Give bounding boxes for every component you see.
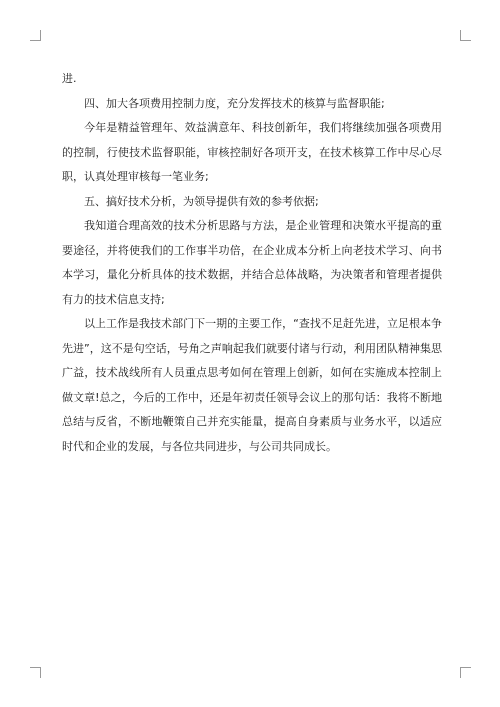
crop-mark-bottom-left bbox=[30, 667, 41, 678]
crop-mark-bottom-right bbox=[460, 667, 471, 678]
crop-mark-top-left bbox=[30, 30, 41, 41]
paragraph-heading-five: 五、搞好技术分析，为领导提供有效的参考依据; bbox=[84, 194, 319, 208]
document-body bbox=[62, 67, 442, 459]
paragraph-cost-control: 今年是精益管理年、效益满意年、科技创新年，我们将继续加强各项费用的控制，行使技术监督职能，审核控制好各项开支，在技术核算工作中尽心尽职，认真处理审核每一笔业务; bbox=[62, 121, 442, 183]
paragraph-summary: 以上工作是我技术部门下一期的主要工作，“查找不足赶先进，立足根本争先进”，这不是句空话，号角之声响起我们就要付诸与行动，利用团队精神集思广益，技术战线所有人员重点思考如何在管理上创新，如何在实施成本控制上做文章!总之，今后的工作中，还是年初责任领导会议上的那句话：我将不断地总结与反省，不断地鞭策自己并充实能量，提高自身素质与业务水平，以适应时代和企业的发展，与各位共同进步，与公司共同成长。 bbox=[62, 317, 442, 453]
crop-mark-top-right bbox=[460, 30, 471, 41]
paragraph-technical-analysis: 我知道合理高效的技术分析思路与方法，是企业管理和决策水平提高的重要途径，并将使我们的工作事半功倍，在企业成本分析上向老技术学习、向书本学习，量化分析具体的技术数据，并结合总体战略，为决策者和管理者提供有力的技术信息支持; bbox=[62, 219, 442, 306]
paragraph-heading-four: 四、加大各项费用控制力度，充分发挥技术的核算与监督职能; bbox=[84, 96, 385, 110]
paragraph-continuation: 进. bbox=[62, 72, 77, 85]
